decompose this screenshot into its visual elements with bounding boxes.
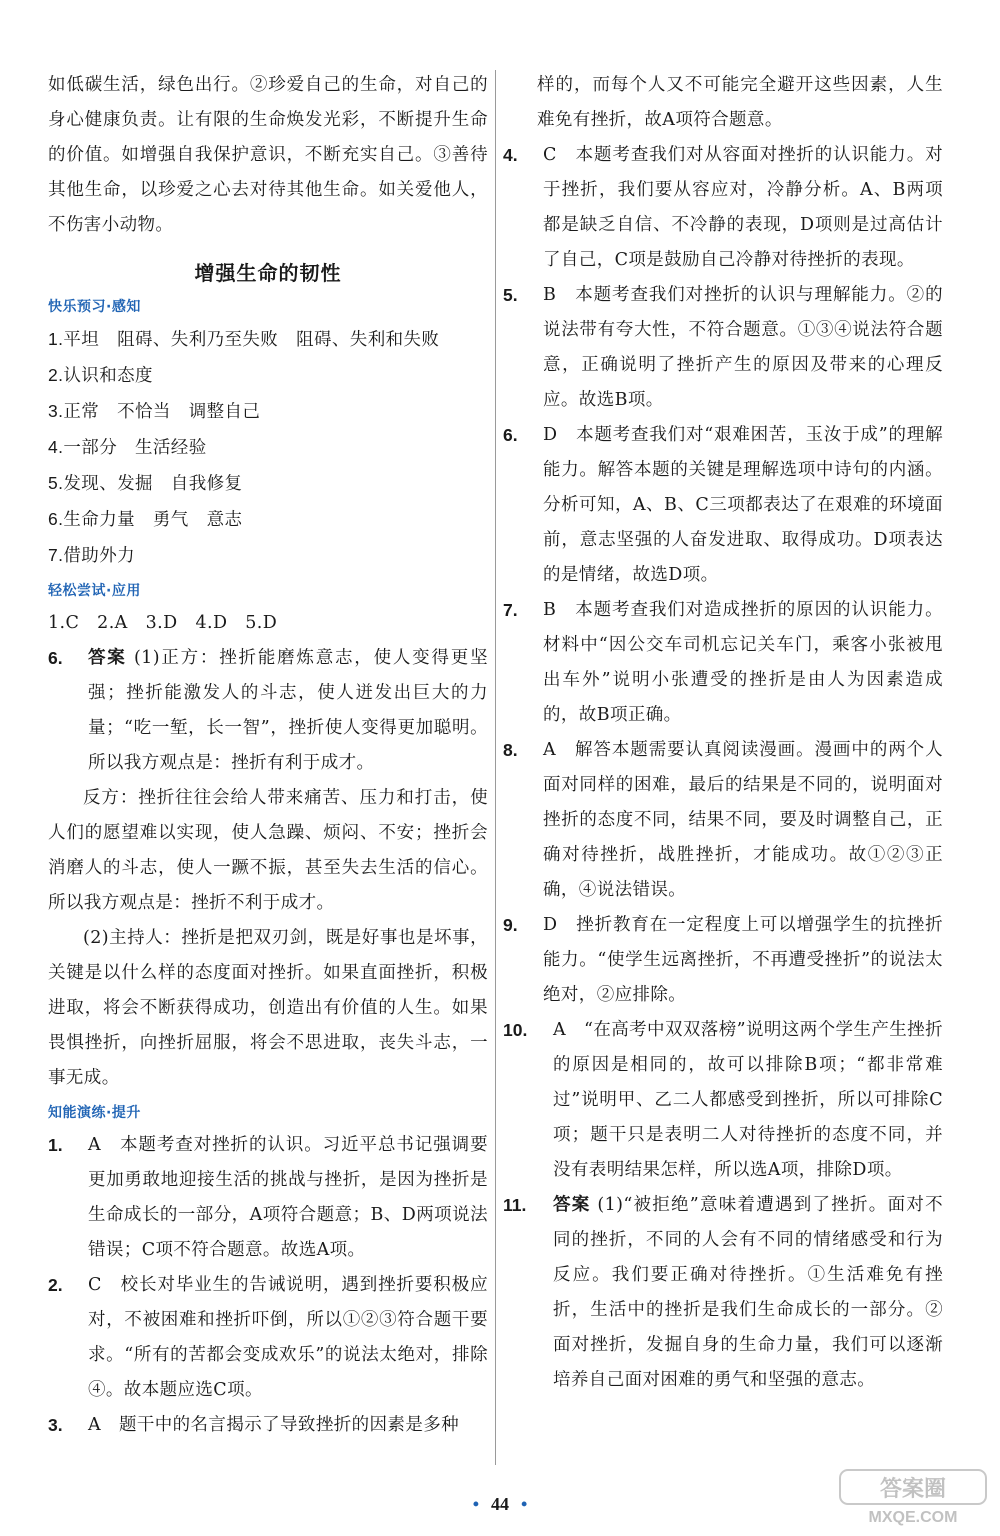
answer-text: 借助外力 [63, 546, 136, 566]
question-number: 2. [48, 1275, 63, 1295]
practice-item [503, 1013, 943, 1188]
question-number: 4. [48, 437, 64, 457]
preview-item [48, 322, 488, 358]
preview-item [48, 538, 488, 574]
question-number: 7. [48, 545, 64, 565]
practice-item [503, 278, 943, 418]
practice-item [503, 733, 943, 908]
answer-label: 答案 [553, 1195, 591, 1215]
answer-text-con: 反方：挫折往往会给人带来痛苦、压力和打击，使人们的愿望难以实现，使人急躁、烦闷、不安；挫折会消磨人的斗志，使人一蹶不振，甚至失去生活的信心。所以我方观点是：挫折不利于成才。 [48, 788, 488, 913]
answer-text-host: (2)主持人：挫折是把双刃剑，既是好事也是坏事，关键是以什么样的态度面对挫折。如果直面挫折，积极进取，将会不断获得成功，创造出有价值的人生。如果畏惧挫折，向挫折屈服，将会不思进取，丧失斗志，一事无成。 [48, 928, 488, 1088]
answer-text: C 本题考查我们对从容面对挫折的认识能力。对于挫折，我们要从容应对，冷静分析。A、B两项都是缺乏自信、不冷静的表现，D项则是过高估计了自己，C项是鼓励自己冷静对待挫折的表现。 [543, 145, 943, 270]
preview-item [48, 430, 488, 466]
question-number: 1. [48, 1135, 63, 1155]
page-number-value: 44 [491, 1494, 509, 1514]
watermark-logo [838, 1468, 988, 1526]
answer-text: B 本题考查我们对挫折的认识与理解能力。②的说法带有夸大性，不符合题意。①③④说法符合题意，正确说明了挫折产生的原因及带来的心理反应。故选B项。 [543, 285, 943, 410]
question-number: 1. [48, 329, 64, 349]
answer-text: (1)“被拒绝”意味着遭遇到了挫折。面对不同的挫折，不同的人会有不同的情绪感受和行为反应。我们要正确对待挫折。①生活难免有挫折，生活中的挫折是我们生命成长的一部分。②面对挫折，发掘自身的生命力量，我们可以逐渐培养自己面对困难的勇气和坚强的意志。 [553, 1195, 943, 1390]
answer-text: (1)正方：挫折能磨炼意志，使人变得更坚强；挫折能激发人的斗志，使人迸发出巨大的力量；“吃一堑，长一智”，挫折使人变得更加聪明。所以我方观点是：挫折有利于成才。 [88, 648, 488, 773]
answer-text: 发现、发掘 自我修复 [63, 474, 243, 494]
practice-11 [503, 1188, 943, 1398]
section-heading-practice: 知能演练·提升 [48, 1105, 141, 1121]
answer-text: 生命力量 勇气 意志 [63, 510, 243, 530]
preview-item [48, 466, 488, 502]
answer-text: 正常 不恰当 调整自己 [63, 402, 261, 422]
question-number: 6. [48, 509, 64, 529]
practice-item [503, 418, 943, 593]
answer-text: A 解答本题需要认真阅读漫画。漫画中的两个人面对同样的困难，最后的结果是不同的，说明面对挫折的态度不同，结果不同，要及时调整自己，正确对待挫折，战胜挫折，才能成功。故①②③正确，④说法错误。 [543, 740, 943, 900]
question-number: 8. [503, 740, 518, 760]
practice-3 [48, 1408, 488, 1443]
question-number: 4. [503, 145, 518, 165]
practice-answer-list [503, 138, 943, 1188]
column-divider [495, 70, 496, 1465]
answer-text: A “在高考中双双落榜”说明这两个学生产生挫折的原因是相同的，故可以排除B项；“都非常难过”说明甲、乙二人都感受到挫折，所以可排除C项；题干只是表明二人对待挫折的态度不同，并没有表明结果怎样，所以选A项，排除D项。 [553, 1020, 943, 1180]
question-number: 5. [48, 473, 64, 493]
question-number: 6. [48, 648, 63, 668]
left-column [48, 68, 488, 1443]
practice-1 [48, 1128, 488, 1268]
right-column [503, 68, 943, 1398]
preview-item [48, 394, 488, 430]
page-number: • 44 • [472, 1494, 528, 1514]
question-number: 9. [503, 915, 518, 935]
section-heading-preview: 快乐预习·感知 [48, 299, 141, 315]
question-number: 2. [48, 365, 64, 385]
question-number: 6. [503, 425, 518, 445]
practice-3-continued: 样的，而每个人又不可能完全避开这些因素，人生难免有挫折，故A项符合题意。 [537, 75, 943, 130]
preview-answer-list [48, 322, 488, 574]
answer-text: D 本题考查我们对“艰难困苦，玉汝于成”的理解能力。解答本题的关键是理解选项中诗句的内涵。分析可知，A、B、C三项都表达了在艰难的环境面前，意志坚强的人奋发进取、取得成功。D项表达的是情绪，故选D项。 [543, 425, 943, 585]
preview-item [48, 502, 488, 538]
question-number: 3. [48, 401, 64, 421]
intro-paragraph: 如低碳生活，绿色出行。②珍爱自己的生命，对自己的身心健康负责。让有限的生命焕发光彩，不断提升生命的价值。如增强自我保护意识，不断充实自己。③善待其他生命，以珍爱之心去对待其他生命。如关爱他人，不伤害小动物。 [48, 75, 488, 235]
answer-text: 一部分 生活经验 [63, 438, 207, 458]
question-6 [48, 641, 488, 781]
practice-item [503, 908, 943, 1013]
question-number: 10. [503, 1020, 528, 1040]
practice-2 [48, 1268, 488, 1408]
answer-text: C 校长对毕业生的告诫说明，遇到挫折要积极应对，不被困难和挫折吓倒，所以①②③符合题干要求。“所有的苦都会变成欢乐”的说法太绝对，排除④。故本题应选C项。 [88, 1275, 488, 1400]
answer-text: D 挫折教育在一定程度上可以增强学生的抗挫折能力。“使学生远离挫折，不再遭受挫折”的说法太绝对，②应排除。 [543, 915, 943, 1005]
practice-item [503, 138, 943, 278]
practice-item [503, 593, 943, 733]
question-number: 11. [503, 1195, 527, 1215]
answer-label: 答案 [88, 648, 127, 668]
question-number: 5. [503, 285, 518, 305]
svg-text:答案圈: 答案圈 [879, 1477, 947, 1502]
answer-text: A 题干中的名言揭示了导致挫折的因素是多种 [88, 1415, 460, 1435]
svg-text:MXQE.COM: MXQE.COM [868, 1509, 958, 1526]
section-title: 增强生命的韧性 [194, 261, 342, 285]
quick-answers: 1.C 2.A 3.D 4.D 5.D [48, 613, 278, 633]
answer-text: 平坦 阻碍、失利乃至失败 阻碍、失利和失败 [63, 330, 440, 350]
section-heading-try: 轻松尝试·应用 [48, 583, 141, 599]
answer-text: 认识和态度 [63, 366, 153, 386]
answer-text: B 本题考查我们对造成挫折的原因的认识能力。材料中“因公交车司机忘记关车门，乘客小张被甩出车外”说明小张遭受的挫折是由人为因素造成的，故B项正确。 [543, 600, 943, 725]
question-number: 7. [503, 600, 518, 620]
answer-text: A 本题考查对挫折的认识。习近平总书记强调要更加勇敢地迎接生活的挑战与挫折，是因为挫折是生命成长的一部分，A项符合题意；B、D两项说法错误；C项不符合题意。故选A项。 [88, 1135, 488, 1260]
question-number: 3. [48, 1415, 63, 1435]
preview-item [48, 358, 488, 394]
